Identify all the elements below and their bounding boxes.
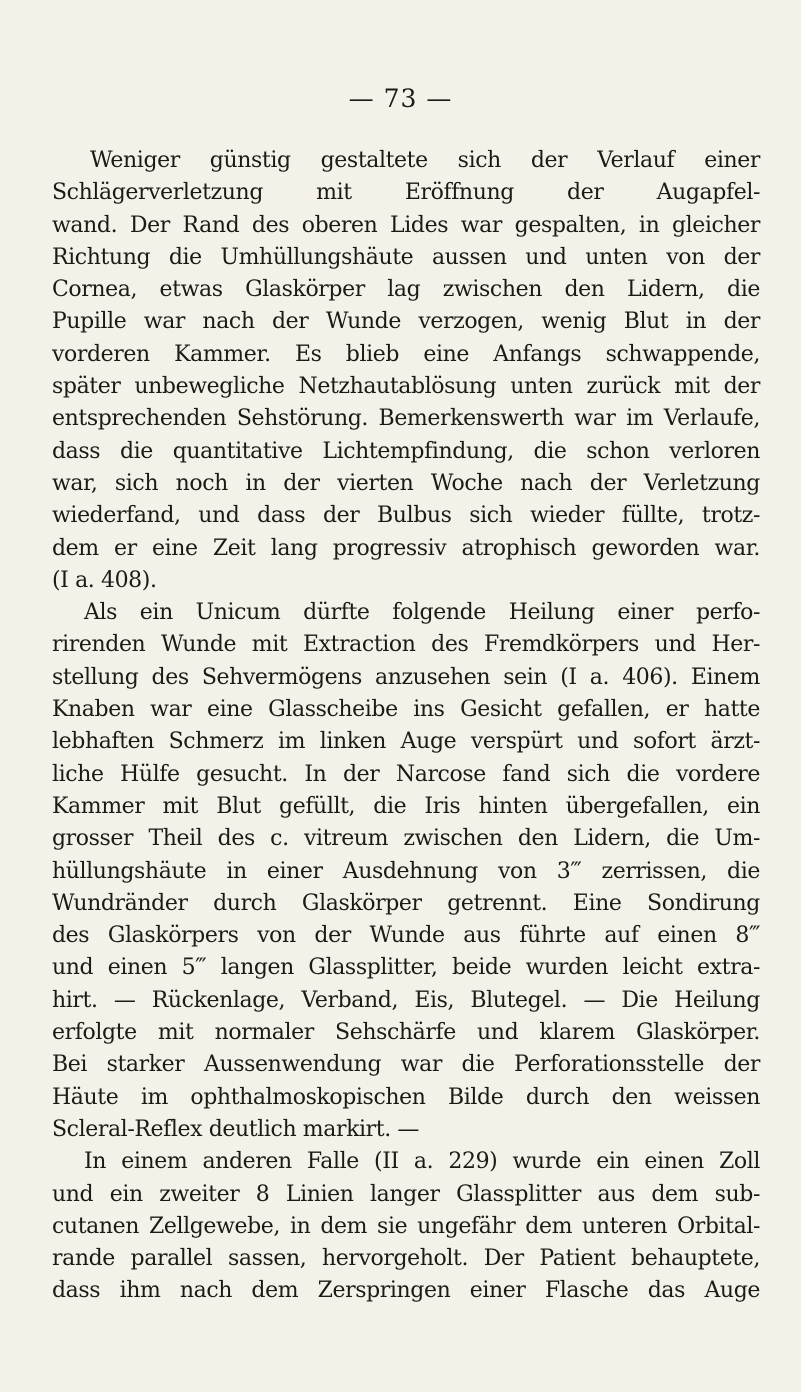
body-text [52,145,760,1308]
text-line: entsprechenden Sehstörung. Bemerkenswerth war im Verlaufe, [52,406,760,432]
text-line: Pupille war nach der Wunde verzogen, wenig Blut in der [52,309,760,335]
text-line: dass ihm nach dem Zerspringen einer Flasche das Auge [52,1278,760,1304]
text-line: rande parallel sassen, hervorgeholt. Der Patient behauptete, [52,1246,760,1272]
text-line: Schlägerverletzung mit Eröffnung der Augapfel- [52,180,760,206]
text-line: Knaben war eine Glasscheibe ins Gesicht gefallen, er hatte [52,697,760,723]
text-line: Kammer mit Blut gefüllt, die Iris hinten übergefallen, ein [52,793,760,819]
text-line: später unbewegliche Netzhautablösung unten zurück mit der [52,374,760,400]
text-line: und ein zweiter 8 Linien langer Glassplitter aus dem sub- [52,1181,760,1207]
paragraph-1 [52,145,760,597]
text-line: (I a. 408). [52,567,157,593]
text-line: hüllungshäute in einer Ausdehnung von 3‴ zerrissen, die [52,858,760,884]
text-line: lebhaften Schmerz im linken Auge verspürt und sofort ärzt- [52,729,760,755]
text-line: grosser Theil des c. vitreum zwischen den Lidern, die Um- [52,826,760,852]
text-line: und einen 5‴ langen Glassplitter, beide wurden leicht extra- [52,955,760,981]
text-line: wiederfand, und dass der Bulbus sich wieder füllte, trotz- [52,503,760,529]
text-line: des Glaskörpers von der Wunde aus führte auf einen 8‴ [52,923,760,949]
text-line: Bei starker Aussenwendung war die Perforationsstelle der [52,1052,760,1078]
text-line: dem er eine Zeit lang progressiv atrophisch geworden war. [52,535,760,561]
text-line: In einem anderen Falle (II a. 229) wurde ein einen Zoll [84,1149,760,1175]
paragraph-3 [52,1146,760,1307]
page-number: — 73 — [348,84,453,113]
text-line: Wundränder durch Glaskörper getrennt. Eine Sondirung [52,890,760,916]
paragraph-2 [52,597,760,1146]
text-line: dass die quantitative Lichtempfindung, die schon verloren [52,438,760,464]
text-line: rirenden Wunde mit Extraction des Fremdkörpers und Her- [52,632,760,658]
text-line: Cornea, etwas Glaskörper lag zwischen den Lidern, die [52,277,760,303]
text-line: war, sich noch in der vierten Woche nach der Verletzung [52,470,760,496]
text-line: stellung des Sehvermögens anzusehen sein (I a. 406). Einem [52,664,760,690]
text-line: Richtung die Umhüllungshäute aussen und unten von der [52,244,760,270]
text-line: hirt. — Rückenlage, Verband, Eis, Blutegel. — Die Heilung [52,987,760,1013]
text-line: erfolgte mit normaler Sehschärfe und klarem Glaskörper. [52,1020,760,1046]
text-line: wand. Der Rand des oberen Lides war gespalten, in gleicher [52,212,760,238]
text-line: Scleral-Reflex deutlich markirt. — [52,1116,420,1142]
text-line: liche Hülfe gesucht. In der Narcose fand sich die vordere [52,761,760,787]
text-line: Weniger günstig gestaltete sich der Verlauf einer [90,148,760,173]
text-line: Als ein Unicum dürfte folgende Heilung einer perfo- [84,600,760,626]
text-line: cutanen Zellgewebe, in dem sie ungefähr dem unteren Orbital- [52,1213,760,1239]
text-line: vorderen Kammer. Es blieb eine Anfangs schwappende, [52,341,760,367]
text-line: Häute im ophthalmoskopischen Bilde durch den weissen [52,1084,760,1110]
